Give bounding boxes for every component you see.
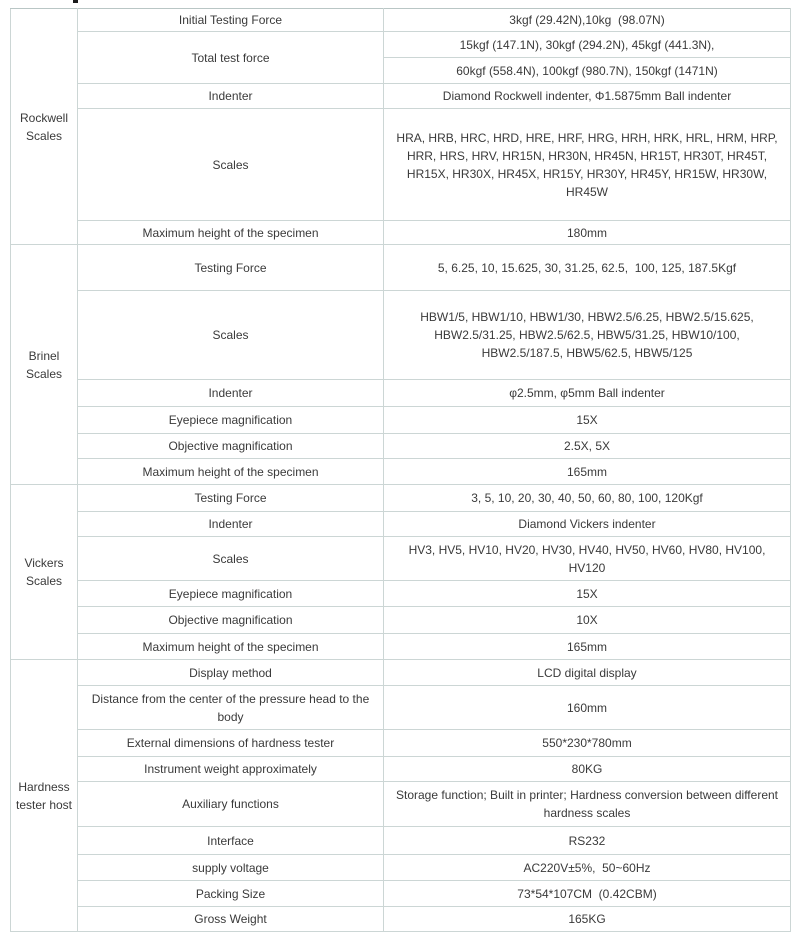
spec-value-cell: 80KG	[384, 757, 791, 782]
spec-label-cell: Maximum height of the specimen	[78, 634, 384, 660]
table-row	[11, 686, 791, 730]
table-row	[11, 757, 791, 782]
table-row	[11, 660, 791, 686]
table-row	[11, 782, 791, 827]
table-row	[11, 907, 791, 932]
spec-label-cell: Testing Force	[78, 245, 384, 291]
table-row	[11, 291, 791, 380]
spec-label-cell: Scales	[78, 109, 384, 221]
table-row	[11, 881, 791, 907]
category-cell-brinel: Brinel Scales	[11, 245, 78, 485]
spec-label-cell: Testing Force	[78, 485, 384, 512]
spec-value-cell: 3, 5, 10, 20, 30, 40, 50, 60, 80, 100, 120Kgf	[384, 485, 791, 512]
spec-value-cell: RS232	[384, 827, 791, 855]
spec-value-cell: 60kgf (558.4N), 100kgf (980.7N), 150kgf (1471N)	[384, 58, 791, 84]
table-row	[11, 855, 791, 881]
table-row	[11, 407, 791, 434]
spec-value-cell: 10X	[384, 607, 791, 634]
spec-value-cell: HRA, HRB, HRC, HRD, HRE, HRF, HRG, HRH, HRK, HRL, HRM, HRP, HRR, HRS, HRV, HR15N, HR30N, HR45N, HR15T, HR30T, HR45T, HR15X, HR30X, HR45X, HR15Y, HR30Y, HR45Y, HR15W, HR30W, HR45W	[384, 109, 791, 221]
spec-value-cell: 165mm	[384, 634, 791, 660]
spec-value-cell: 3kgf (29.42N),10kg (98.07N)	[384, 9, 791, 32]
spec-label-cell: Display method	[78, 660, 384, 686]
spec-value-cell: 15kgf (147.1N), 30kgf (294.2N), 45kgf (441.3N),	[384, 32, 791, 58]
table-row	[11, 84, 791, 109]
spec-label-cell: Objective magnification	[78, 607, 384, 634]
spec-label-cell: Auxiliary functions	[78, 782, 384, 827]
table-row	[11, 634, 791, 660]
table-row	[11, 607, 791, 634]
spec-value-cell: 15X	[384, 407, 791, 434]
table-row	[11, 581, 791, 607]
spec-value-cell: AC220V±5%, 50~60Hz	[384, 855, 791, 881]
table-row	[11, 827, 791, 855]
category-cell-vickers: Vickers Scales	[11, 485, 78, 660]
spec-value-cell: 73*54*107CM (0.42CBM)	[384, 881, 791, 907]
spec-label-cell: Total test force	[78, 32, 384, 84]
table-row	[11, 109, 791, 221]
spec-label-cell: Packing Size	[78, 881, 384, 907]
spec-label-cell: Eyepiece magnification	[78, 581, 384, 607]
spec-value-cell: φ2.5mm, φ5mm Ball indenter	[384, 380, 791, 407]
spec-value-cell: 550*230*780mm	[384, 730, 791, 757]
table-row	[11, 9, 791, 32]
table-row	[11, 221, 791, 245]
spec-label-cell: Scales	[78, 291, 384, 380]
table-row	[11, 730, 791, 757]
spec-value-cell: Diamond Rockwell indenter, Φ1.5875mm Ball indenter	[384, 84, 791, 109]
table-row	[11, 434, 791, 459]
spec-label-cell: Eyepiece magnification	[78, 407, 384, 434]
table-row	[11, 459, 791, 485]
spec-value-cell: Storage function; Built in printer; Hardness conversion between different hardness scales	[384, 782, 791, 827]
table-row	[11, 512, 791, 537]
spec-value-cell: 180mm	[384, 221, 791, 245]
spec-label-cell: Indenter	[78, 380, 384, 407]
table-row	[11, 537, 791, 581]
spec-label-cell: Maximum height of the specimen	[78, 221, 384, 245]
cropped-text-artifact	[73, 0, 78, 3]
spec-label-cell: Maximum height of the specimen	[78, 459, 384, 485]
spec-label-cell: Gross Weight	[78, 907, 384, 932]
spec-value-cell: 160mm	[384, 686, 791, 730]
spec-label-cell: Distance from the center of the pressure head to the body	[78, 686, 384, 730]
category-cell-host: Hardness tester host	[11, 660, 78, 932]
table-row	[11, 32, 791, 58]
spec-value-cell: 165mm	[384, 459, 791, 485]
spec-value-cell: 5, 6.25, 10, 15.625, 30, 31.25, 62.5, 100, 125, 187.5Kgf	[384, 245, 791, 291]
spec-label-cell: Interface	[78, 827, 384, 855]
table-row	[11, 380, 791, 407]
spec-value-cell: 2.5X, 5X	[384, 434, 791, 459]
spec-table	[10, 8, 791, 932]
spec-label-cell: Instrument weight approximately	[78, 757, 384, 782]
category-cell-rockwell: Rockwell Scales	[11, 9, 78, 245]
spec-label-cell: supply voltage	[78, 855, 384, 881]
spec-value-cell: HV3, HV5, HV10, HV20, HV30, HV40, HV50, HV60, HV80, HV100, HV120	[384, 537, 791, 581]
spec-value-cell: HBW1/5, HBW1/10, HBW1/30, HBW2.5/6.25, HBW2.5/15.625, HBW2.5/31.25, HBW2.5/62.5, HBW5/31.25, HBW10/100, HBW2.5/187.5, HBW5/62.5, HBW5/125	[384, 291, 791, 380]
table-row	[11, 245, 791, 291]
spec-value-cell: 15X	[384, 581, 791, 607]
spec-label-cell: Scales	[78, 537, 384, 581]
spec-label-cell: Indenter	[78, 84, 384, 109]
spec-label-cell: Indenter	[78, 512, 384, 537]
spec-value-cell: Diamond Vickers indenter	[384, 512, 791, 537]
table-row	[11, 485, 791, 512]
spec-label-cell: Objective magnification	[78, 434, 384, 459]
spec-label-cell: External dimensions of hardness tester	[78, 730, 384, 757]
spec-value-cell: LCD digital display	[384, 660, 791, 686]
spec-label-cell: Initial Testing Force	[78, 9, 384, 32]
spec-value-cell: 165KG	[384, 907, 791, 932]
